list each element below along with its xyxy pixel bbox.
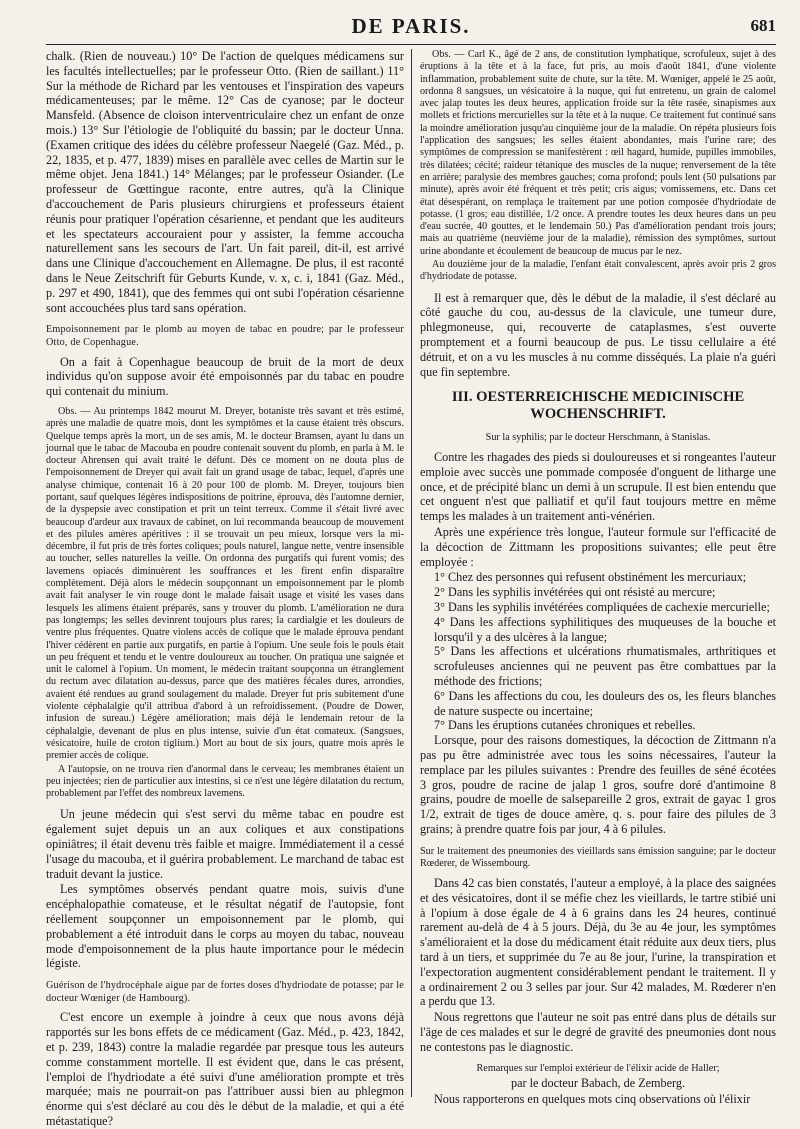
article-heading-hydrocephale [46, 980, 404, 1005]
observation-dreyer: Obs. — Au printemps 1842 mourut M. Dreyer, botaniste très savant et très estimé, après une maladie de quatre mois, dont les symptômes et la cause étaient très obscurs. Quelque temps après la mort, un de ses amis, M. le docteur Bramsen, ayant lu dans un journal que le tabac de Macouba en poudre contenait souvent du plomb, en parla à M. le docteur Ahrensen qui avait traité le défunt. Dès ce moment on ne douta plus de l'empoisonnement de Dreyer qui avait fait un grand usage de tabac, lequel, d'après une analyse chimique, contenait 16 à 20 pour 100 de plomb. M. Dreyer, toujours bien portant, sauf quelques légères indispositions de poitrine, éprouva, dès l'automne dernier, de la dyspepsie avec constipation et prit un teint terreux. Comme il s'était livré avec beaucoup d'ardeur aux travaux de cabinet, on lui recommanda beaucoup de mouvement et des pilules amères apéritives : il se trouvait un peu mieux, lorsque vers la mi-décembre, il fut pris de très fortes coliques; pouls naturel, langue nette, ventre insensible au toucher, selles naturelles la veille. On ordonna des purgatifs qui furent vomis; des lavemens opiacés diminuèrent les souffrances et les firent enfin disparaître complètement. Déjà alors le médecin soupçonnant un empoisonnement par le plomb avait fait analyser le vin rouge dont le malade faisait usage et visité les vases dans lesquels les alimens étaient préparés, sans y trouver du plomb. L'amélioration ne dura pas longtemps; les selles devinrent toujours plus rares; la cardialgie et les douleurs de ventre plus fréquentes. Quatre violens accès de colique que le malade éprouva pendant l'hiver cédèrent en partie aux purgatifs, en partie à l'opium. Une seule fois le pouls était un peu fréquent et tendu et le ventre douloureux au toucher. On pratiqua une saignée et unit le calomel à l'opium. Un moment, le médecin traitant soupçonna un étranglement du rectum avec dilatation au-dessus, parce que des matières fécales dures, arrondies, avaient été rendues au grand soulagement du malade. Dreyer fut pris subitement d'une violente céphalalgie qu'il attribua d'abord à un refroidissement. (Poudre de Dower, infusion de sureau.) Légère amélioration; mais déjà le lendemain retour de la céphalalgie, devenant de plus en plus intense, suivie d'un état comateux. (Sangsues, vésicatoire, huile de croton tiglium.) Mort au bout de six jours, quatre mois après le premier accès de colique. [46, 405, 404, 762]
paragraph: Après une expérience très longue, l'auteur formule sur l'efficacité de la décoction de Zittmann les propositions suivantes; elle peut être employée : [420, 525, 776, 569]
paragraph: Nous regrettons que l'auteur ne soit pas entré dans plus de détails sur l'âge de ces malades et sur le degré de gravité des pneumonies dont nous ne contestons pas le diagnostic. [420, 1010, 776, 1054]
observation-carl: Obs. — Carl K., âgé de 2 ans, de constitution lymphatique, scrofuleux, sujet à des éruptions à la tête et à la face, fut pris, au mois d'août 1841, d'une violente inflammation, probablement suite de chute, sur la tête. M. Wœniger, appelé le 25 août, ordonna 8 sangsues, un vésicatoire à la nuque, qui fut entretenu, un grain de calomel avec jalap toutes les deux heures, application froide sur la tête rasée, sinapismes aux mollets et frictions mercurielles sur la tête et à la nuque. Ce traitement fut continué sans la moindre amélioration jusqu'au cinquième jour de la maladie. On répéta plusieurs fois l'application des sangsues; les selles étaient abondantes, mais l'urine rare; des symptômes de compression se manifestèrent : œil hagard, humide, pupilles immobiles, très dilatées; cécité; raideur tétanique des muscles de la nuque; renversement de la tête en arrière; paralysie des membres gauches; coma profond; pouls lent (50 pulsations par minute), après avoir été fréquent et très petit; cris aigus; vomissemens, etc. Dans cet état désespérant, on remplaça le traitement par une potion composée d'hydriodate de potasse. (1 gros; eau distillée, 1/2 once. A prendre toutes les deux heures dans un peu d'eau sucrée, 40 gouttes, et le lendemain 50.) Pas d'amélioration pendant trois jours; mais au quatrième (neuvième jour de la maladie), rémission des symptômes, surtout urine abondante et écoulement de beaucoup de mucus par le nez. [420, 49, 776, 257]
heading-text: Empoisonnement par le plomb au moyen de tabac en poudre; par le professeur Otto, de Copenhague. [46, 324, 404, 348]
page-number: 681 [750, 16, 776, 35]
paragraph: On a fait à Copenhague beaucoup de bruit de la mort de deux individus qu'on suppose avoir été empoisonnés par du tabac en poudre qui contenait du minium. [46, 354, 404, 399]
list-item: 4° Dans les affections syphilitiques des muqueuses de la bouche et lorsqu'il y a des ulcères à la langue; [434, 614, 776, 644]
list-item: 5° Dans les affections et ulcérations rhumatismales, arthritiques et scrofuleuses anciennes qui ne peuvent pas être combattues par la méthode des frictions; [434, 644, 776, 688]
list-item: 1° Chez des personnes qui refusent obstinément les mercuriaux; [434, 570, 747, 585]
article-heading-elixir: Remarques sur l'emploi extérieur de l'élixir acide de Haller; [476, 1063, 720, 1075]
right-column [411, 49, 776, 1106]
running-title: DE PARIS. [351, 14, 471, 38]
article-byline: par le docteur Babach, de Zemberg. [510, 1076, 686, 1091]
article-heading-plomb [46, 324, 404, 349]
section-title: III. OESTERREICHISCHE MEDICINISCHE WOCHENSCHRIFT. [451, 389, 745, 423]
list-item: 7° Dans les éruptions cutanées chroniques et rebelles. [434, 718, 696, 733]
page-header [46, 0, 776, 45]
list-item: 3° Dans les syphilis invétérées compliquées de cachexie mercurielle; [434, 599, 770, 614]
paragraph: Les symptômes observés pendant quatre mois, suivis d'une encéphalopathie comateuse, et le résultat négatif de l'autopsie, font réellement soupçonner un empoisonnement par le plomb, qui probablement a été introduit dans le corps au moyen du tabac, nouveau mode d'empoisonnement de la plus haute importance pour le médecin légiste. [46, 882, 404, 971]
paragraph: Nous rapporterons en quelques mots cinq observations où l'élixir [434, 1091, 751, 1106]
paragraph: Dans 42 cas bien constatés, l'auteur a employé, à la place des saignées et des vésicatoires, dont il se méfie chez les vieillards, le tartre stibié uni à l'opium à dose égale de 4 à 6 grains dans les 24 heures, continué rarement au-delà de 4 à 5 jours. Déjà, du 3e au 4e jour, les symptômes s'amélioraient et la dose du médicament était réduite aux deux tiers, plus tard à un tiers, et supprimée du 7e au 8e jour, l'urine, la transpiration et l'expectoration augmentent considérablement pendant le traitement. Il y a ordinairement 2 ou 3 selles par jour. Sur 42 malades, M. Rœderer n'en a perdu que 13. [420, 875, 776, 1009]
paragraph-continuation: chalk. (Rien de nouveau.) 10° De l'action de quelques médicamens sur les facultés intellectuelles; par le professeur Otto. (Rien de saillant.) 11° Sur la méthode de Richard par les ventouses et l'inspiration des vapeurs médicamenteuses; par le même. 12° Cas de cyanose; par le docteur Mansfeld. (Absence de cloison interventriculaire chez un enfant de onze mois.) 13° Sur l'étiologie de l'obliquité du bassin; par le docteur Unna. (Examen critique des idées du célèbre professeur Naegelé (Gaz. Méd., p. 22, 1835, et p. 477, 1839) mises en parallèle avec celles de Martin sur le même objet. Jena 1841.) 14° Mélanges; par le professeur Osiander. (Le professeur de Gœttingue raconte, entre autres, qu'à la Clinique d'accouchement de Paris plusieurs chirurgiens et professeurs étaient réunis pour pratiquer l'opération césarienne, et pendant que les auditeurs et les spectateurs accouraient pour y assister, la femme accoucha naturellement sans les secours de l'art. Un fait pareil, dit-il, est arrivé dans une Clinique d'accouchement en Allemagne. De plus, il est raconté dans le Neue Zeitschrift für Geburts Kunde, v. x, c. i, 1841 (Gaz. Méd., p. 297 et 490, 1841), que des femmes qui ont subi l'opération césarienne sont accouchées plus tard sans opération. [46, 49, 404, 315]
article-heading-pneumonies: Sur le traitement des pneumonies des vieillards sans émission sanguine; par le docteur Rœderer, de Wissembourg. [420, 845, 776, 870]
heading-text: Guérison de l'hydrocéphale aigue par de fortes doses d'hydriodate de potasse; par le docteur Wœniger (de Hambourg). [46, 980, 404, 1004]
list-item: 2° Dans les syphilis invétérées qui ont résisté au mercure; [434, 585, 716, 600]
paragraph: Il est à remarquer que, dès le début de la maladie, il s'est déclaré au côté gauche du cou, au-dessus de la clavicule, une tumeur dure, phlegmoneuse, qui, recouverte de cataplasmes, s'est ouverte promptement et a fourni beaucoup de pus. Le tissu cellulaire a été détruit, et on a vu les muscles à nu comme disséqués. La plaie n'a guéri que fin septembre. [420, 290, 776, 379]
two-column-body [46, 49, 776, 1128]
paragraph: Un jeune médecin qui s'est servi du même tabac en poudre est également sujet depuis un an aux coliques et aux constipations opiniâtres; il était devenu très faible et maigre. Immédiatement il a cessé l'usage du macouba, et il guérira probablement. Le marchand de tabac est traduit devant la justice. [46, 807, 404, 881]
paragraph: C'est encore un exemple à joindre à ceux que nous avons déjà rapportés sur les bons effets de ce médicament (Gaz. Méd., p. 423, 1842, et p. 239, 1843) contre la maladie regardée par presque tous les auteurs comme constamment mortelle. Il est évident que, dans le cas présent, l'emploi de l'hydriodate a été suivi d'une amélioration prompte et très marquée; mais ne pourrait-on pas l'attribuer aussi bien au phlegmon énorme qui s'est déclaré au cou dès le début de la maladie, et qui a été métastatique? [46, 1010, 404, 1128]
article-heading-syphilis: Sur la syphilis; par le docteur Herschmann, à Stanislas. [485, 432, 711, 444]
paragraph: Lorsque, pour des raisons domestiques, la décoction de Zittmann n'a pas pu être administrée avec tous les soins nécessaires, l'auteur la remplace par les pilules suivantes : Prendre des feuilles de séné écotées 3 gros, poudre de racine de jalap 1 gros, soufre doré d'antimoine 8 grains, poudre de moelle de salsepareille 2 gros, extrait de gayac 1 gros 1/2, extrait de tiges de douce amère, q. s. pour faire des pilules de 3 grains; à prendre quatre fois par jour, 4 à 6 pilules. [420, 733, 776, 836]
observation-autopsie: A l'autopsie, on ne trouva rien d'anormal dans le cerveau; les membranes étaient un peu injectées; rien de particulier aux intestins, si ce n'est une légère dilatation du rectum, probablement par l'effet des nombreux lavemens. [46, 763, 404, 800]
observation-convalescence: Au douzième jour de la maladie, l'enfant était convalescent, après avoir pris 2 gros d'hydriodate de potasse. [420, 259, 776, 283]
list-item: 6° Dans les affections du cou, les douleurs des os, les fleurs blanches de nature suspecte ou incertaine; [434, 688, 776, 718]
paragraph: Contre les rhagades des pieds si douloureuses et si rongeantes l'auteur emploie avec succès une pommade composée d'onguent de litharge une once, et de précipité blanc un demi à un scrupule. Il est bien entendu que cet onguent n'est que palliatif et qu'il faut toujours mettre en même temps les malades à un traitement anti-vénérien. [420, 450, 776, 524]
left-column [46, 49, 411, 1128]
